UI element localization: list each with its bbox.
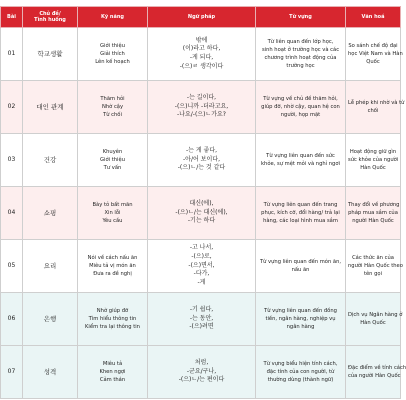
culture-line: sức khỏe của người	[348, 156, 399, 163]
skills-line: Tìm hiểu thông tin	[88, 315, 137, 322]
vocab-line: Từ vựng liên quan đến sức	[266, 152, 335, 159]
skills-cell	[78, 28, 148, 81]
grammar-line: -나요/-(으)ㄴ가요?	[177, 111, 226, 119]
skills-line: Nhờ cậy	[101, 103, 124, 110]
culture-line: Hoạt động giữ gìn	[349, 148, 397, 155]
skills-line: Lên kế hoạch	[95, 59, 130, 66]
topic-cell: 성격	[23, 346, 78, 399]
vocab-line: Từ vựng liên quan đến trang	[263, 201, 338, 208]
table-row	[1, 187, 401, 240]
grammar-line: -게 되다,	[189, 54, 214, 61]
table-row	[1, 134, 401, 187]
vocab-cell	[256, 81, 346, 134]
vocab-line: thường dùng (thành ngữ)	[267, 377, 334, 384]
grammar-cell	[148, 240, 256, 293]
vocab-line: ngân hàng	[286, 324, 315, 331]
skills-line: Giới thiệu	[100, 156, 125, 163]
skills-line: Thăm hỏi	[100, 95, 125, 102]
culture-cell	[346, 346, 406, 399]
skills-cell	[78, 134, 148, 187]
skills-line: Xin lỗi	[104, 209, 121, 216]
skills-cell	[78, 81, 148, 134]
vocab-cell	[256, 240, 346, 293]
culture-line: học Việt Nam và Hàn	[348, 50, 403, 57]
skills-line: Cảm thán	[99, 377, 126, 384]
skills-line: Tư vấn	[103, 165, 122, 172]
skills-line: Giải thích	[100, 50, 125, 57]
culture-line: của người Hàn Quốc	[348, 373, 401, 379]
header-lesson: Bài	[1, 7, 23, 28]
culture-line: Lễ phép khi nhờ và từ	[348, 99, 405, 106]
culture-line: người Hàn Quốc	[352, 218, 394, 225]
vocab-line: Từ vựng về chủ đề thăm hỏi,	[263, 95, 338, 102]
lesson-number-cell: 03	[1, 134, 23, 187]
culture-line: chối	[367, 108, 379, 114]
vocab-line: khỏe, sự mệt mỏi và nghỉ ngơi	[261, 161, 340, 167]
grammar-line: -아/어 보이다,	[183, 155, 220, 163]
skills-line: Nói về cách nấu ăn	[87, 254, 138, 261]
grammar-line: -(으)니까 -더라고요,	[174, 102, 229, 110]
skills-line: Khuyên	[102, 148, 123, 155]
vocab-cell	[256, 187, 346, 240]
grammar-line: -(으)ㄴ/는 대신(에),	[175, 208, 228, 216]
skills-line: Bày tỏ bất mãn	[92, 201, 133, 208]
skills-cell	[78, 187, 148, 240]
vocab-cell	[256, 28, 346, 81]
skills-line: Miêu tả	[102, 360, 123, 367]
vocab-line: người, họp mặt	[280, 112, 321, 119]
vocab-line: chương trình hoạt động của	[264, 55, 337, 61]
lesson-number-cell: 02	[1, 81, 23, 134]
vocab-line: phục, kích cỡ, đổi hàng/ trả lại	[261, 209, 340, 216]
topic-cell: 요리	[23, 240, 78, 293]
culture-line: Các thức ăn của	[352, 254, 394, 261]
table-row	[1, 81, 401, 134]
grammar-line: -군요/구나,	[186, 367, 217, 375]
vocab-line: Từ vựng liên quan đến món ăn,	[259, 258, 342, 265]
grammar-line: -다가,	[193, 270, 210, 278]
skills-line: Đưa ra đề nghị	[93, 271, 132, 278]
skills-line: Kiểm tra lại thông tin	[85, 324, 140, 331]
grammar-cell	[148, 346, 256, 399]
skills-line: Nhờ giúp đỡ	[96, 307, 129, 314]
header-vocab: Từ vựng	[256, 7, 346, 28]
skills-line: Yêu cầu	[102, 218, 123, 225]
topic-cell: 학교생활	[23, 28, 78, 81]
vocab-cell	[256, 346, 346, 399]
topic-cell: 은행	[23, 293, 78, 346]
culture-line: người Hàn Quốc theo	[348, 262, 403, 269]
grammar-line: 처럼,	[194, 358, 209, 366]
grammar-line: -기 쉽다,	[189, 305, 214, 313]
culture-line: Đặc điểm về tính cách	[348, 364, 406, 371]
lesson-number-cell: 07	[1, 346, 23, 399]
header-topic-line2: Tình huống	[34, 17, 66, 23]
grammar-line: (이)라고 하다,	[182, 45, 221, 53]
header-topic	[23, 7, 78, 28]
culture-line: Hàn Quốc	[360, 320, 386, 326]
skills-line: Từ chối	[103, 112, 122, 119]
table-row	[1, 346, 401, 399]
grammar-line: -(으)려면	[189, 323, 214, 331]
grammar-line: -(으)ㄴ/는 것 같다	[177, 164, 226, 172]
vocab-cell	[256, 134, 346, 187]
header-culture: Văn hoá	[346, 7, 401, 28]
lesson-number-cell: 01	[1, 28, 23, 81]
topic-cell: 건강	[23, 134, 78, 187]
skills-line: Miêu tả vị món ăn	[89, 262, 136, 269]
table-row	[1, 293, 401, 346]
grammar-line: 밖에	[195, 36, 208, 44]
grammar-line: -게	[197, 279, 206, 287]
header-row	[1, 7, 401, 28]
vocab-line: sinh hoạt ở trường học và các	[261, 46, 340, 53]
skills-line: Khen ngợi	[99, 368, 126, 375]
lesson-number-cell: 05	[1, 240, 23, 293]
vocab-line: nấu ăn	[291, 267, 310, 273]
vocab-line: Từ vựng biểu hiện tính cách,	[263, 360, 338, 367]
culture-cell	[346, 240, 401, 293]
table-row	[1, 28, 401, 81]
grammar-line: -(으)ㄴ/는 편이다	[178, 376, 225, 384]
header-grammar: Ngữ pháp	[148, 7, 256, 28]
curriculum-table	[0, 6, 406, 399]
lesson-number-cell: 06	[1, 293, 23, 346]
grammar-line: -는 게 좋다,	[185, 146, 218, 154]
culture-line: So sánh chế độ đại	[348, 42, 398, 49]
grammar-cell	[148, 134, 256, 187]
table-row	[1, 240, 401, 293]
grammar-line: -는 동안,	[189, 314, 214, 322]
header-topic-line1: Chủ đề/	[39, 10, 61, 17]
vocab-line: tiền, ngân hàng, nghiệp vụ	[265, 315, 336, 322]
grammar-line: -는 길이다,	[186, 93, 217, 101]
vocab-line: giúp đỡ, nhờ cậy, quan hệ con	[261, 103, 340, 110]
table-body	[1, 28, 406, 399]
culture-cell	[346, 81, 405, 134]
grammar-line: -(으)ㄹ 생각이다	[179, 62, 224, 70]
curriculum-table-wrap	[0, 6, 406, 399]
grammar-line: -(으)로,	[191, 252, 212, 260]
vocab-line: đặc tính của con người, từ	[266, 368, 335, 375]
topic-cell: 대인 관계	[23, 81, 78, 134]
culture-cell	[346, 134, 401, 187]
vocab-cell	[256, 293, 346, 346]
culture-cell	[346, 28, 401, 81]
vocab-line: Từ vựng liên quan đến đồng	[264, 307, 337, 314]
culture-line: Quốc	[366, 59, 380, 66]
lesson-number-cell: 04	[1, 187, 23, 240]
culture-cell	[346, 187, 401, 240]
skills-cell	[78, 293, 148, 346]
topic-cell: 쇼핑	[23, 187, 78, 240]
skills-cell	[78, 346, 148, 399]
grammar-cell	[148, 187, 256, 240]
culture-line: Hàn Quốc	[360, 165, 386, 172]
header-skills: Kỹ năng	[78, 7, 148, 28]
grammar-cell	[148, 28, 256, 81]
culture-line: Thay đổi về phương	[348, 201, 400, 208]
culture-line: tên gọi	[363, 271, 383, 278]
vocab-line: hàng, các loại hình mua sắm	[263, 218, 338, 225]
grammar-line: 대신(에),	[189, 199, 214, 207]
grammar-cell	[148, 293, 256, 346]
grammar-line: -고 나서,	[189, 244, 214, 252]
vocab-line: trường học	[286, 63, 315, 70]
culture-line: pháp mua sắm của	[348, 209, 398, 216]
grammar-line: -기는 하다	[187, 217, 216, 225]
skills-line: Giới thiệu	[100, 42, 125, 49]
vocab-line: Từ liên quan đến lớp học,	[267, 38, 334, 45]
grammar-cell	[148, 81, 256, 134]
culture-line: Dịch vụ Ngân hàng ở	[348, 311, 403, 318]
grammar-line: -(으)면서,	[188, 261, 215, 269]
skills-cell	[78, 240, 148, 293]
culture-cell	[346, 293, 401, 346]
